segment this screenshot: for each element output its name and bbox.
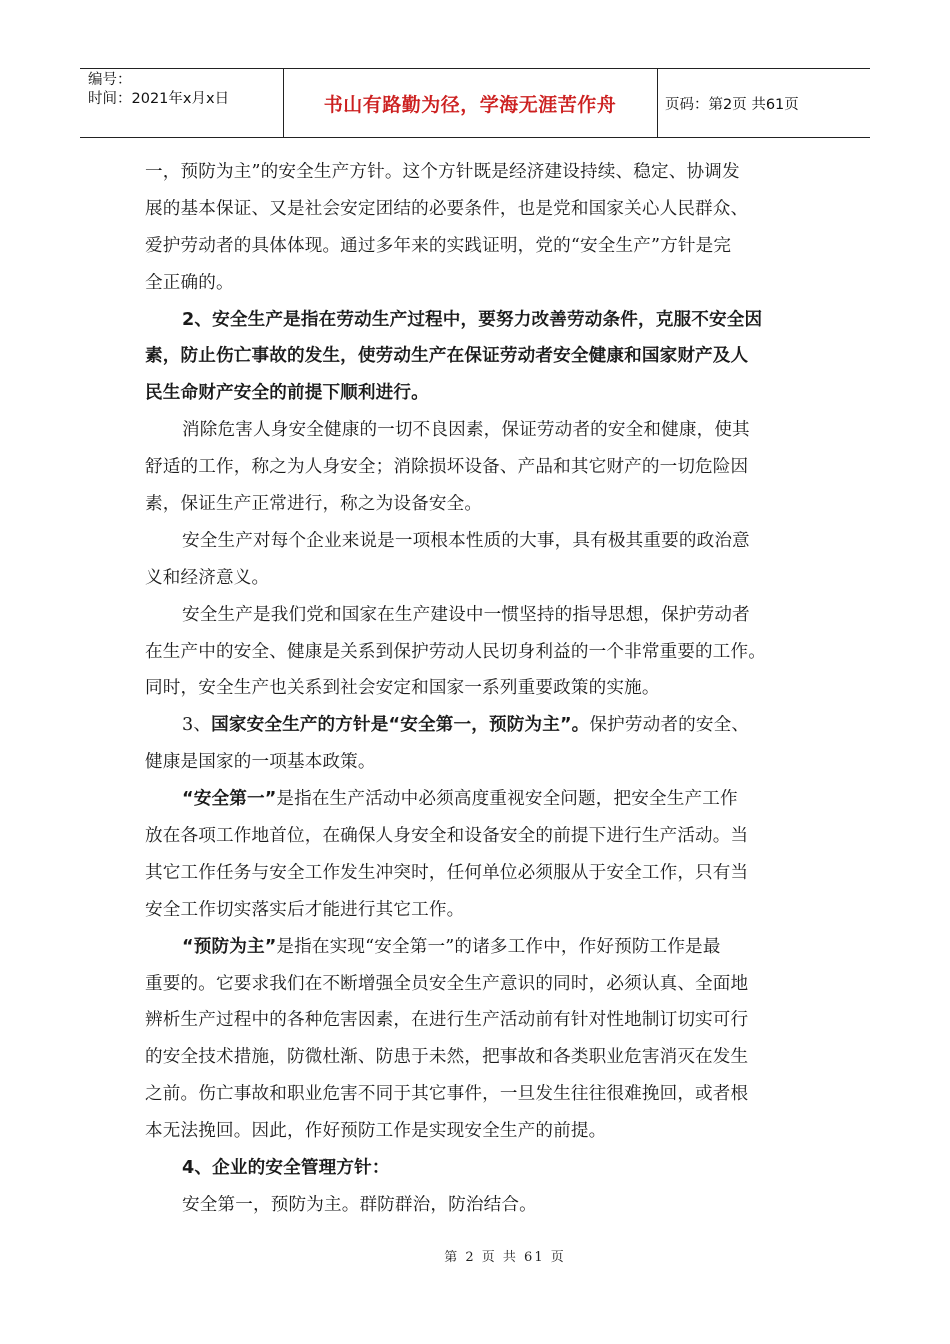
text-line (145, 892, 805, 929)
text-line (145, 707, 805, 744)
text-segment: 本无法挽回。因此，作好预防工作是实现安全生产的前提。 (145, 1121, 607, 1142)
text-segment: 义和经济意义。 (145, 567, 270, 588)
text-segment: 一，预防为主”的安全生产方针。这个方针既是经济建设持续、稳定、协调发 (145, 162, 740, 182)
text-line (145, 1076, 805, 1113)
bold-text-segment: 素，防止伤亡事故的发生，使劳动生产在保证劳动者安全健康和国家财产及人 (145, 346, 749, 367)
bold-text-segment: 民生命财产安全的前提下顺利进行。 (145, 383, 429, 404)
text-segment: 安全第一，预防为主。群防群治，防治结合。 (182, 1194, 537, 1215)
text-line (145, 1150, 805, 1187)
text-line (145, 1113, 805, 1150)
text-segment: 是指在实现“安全第一”的诸多工作中，作好预防工作是最 (276, 936, 721, 957)
text-segment: 健康是国家的一项基本政策。 (145, 752, 376, 773)
text-line (145, 1187, 805, 1224)
text-line (145, 855, 805, 892)
text-line (145, 634, 805, 671)
text-line (145, 338, 805, 375)
text-segment: 辨析生产过程中的各种危害因素，在进行生产活动前有针对性地制订切实可行 (145, 1010, 749, 1031)
bold-text-segment: 国家安全生产的方针是“安全第一，预防为主”。 (211, 715, 590, 736)
document-number-label: 编号： (88, 72, 132, 88)
document-body (145, 154, 805, 1224)
text-segment: 安全生产是我们党和国家在生产建设中一惯坚持的指导思想，保护劳动者 (182, 604, 750, 625)
text-line (145, 486, 805, 523)
text-segment: 保护劳动者的安全、 (589, 715, 750, 736)
text-segment: 舒适的工作，称之为人身安全；消除损坏设备、产品和其它财产的一切危险因 (145, 457, 749, 478)
text-line (145, 1039, 805, 1076)
text-segment: 在生产中的安全、健康是关系到保护劳动人民切身利益的一个非常重要的工作。 (145, 641, 767, 662)
text-line (145, 670, 805, 707)
text-line (145, 744, 805, 781)
text-segment: 的安全技术措施，防微杜渐、防患于未然，把事故和各类职业危害消灭在发生 (145, 1047, 749, 1068)
text-line (145, 302, 805, 339)
header-divider (657, 69, 658, 137)
text-line (145, 781, 805, 818)
text-line (145, 818, 805, 855)
text-line (145, 523, 805, 560)
text-segment: 放在各项工作地首位，在确保人身安全和设备安全的前提下进行生产活动。当 (145, 826, 749, 847)
header-meta (88, 71, 283, 135)
text-segment: 消除危害人身安全健康的一切不良因素，保证劳动者的安全和健康，使其 (182, 420, 750, 441)
bold-text-segment: 4、企业的安全管理方针： (182, 1158, 390, 1179)
text-segment: 安全生产对每个企业来说是一项根本性质的大事，具有极其重要的政治意 (182, 530, 750, 551)
page-header (80, 68, 870, 138)
text-segment: 同时，安全生产也关系到社会安定和国家一系列重要政策的实施。 (145, 678, 660, 699)
text-line (145, 560, 805, 597)
text-line (145, 154, 805, 191)
text-segment: 爱护劳动者的具体体现。通过多年来的实践证明，党的“安全生产”方针是完 (145, 235, 732, 256)
text-line (145, 412, 805, 449)
text-segment: 全正确的。 (145, 272, 234, 293)
text-line (145, 449, 805, 486)
page-footer: 第 2 页 共 61 页 (444, 1250, 566, 1265)
header-page-number: 页码：第2页 共61页 (665, 96, 799, 113)
text-segment: 安全工作切实落实后才能进行其它工作。 (145, 899, 465, 920)
text-line (145, 966, 805, 1003)
text-line (145, 265, 805, 302)
text-line (145, 597, 805, 634)
text-line (145, 929, 805, 966)
text-segment: 展的基本保证、又是社会安定团结的必要条件，也是党和国家关心人民群众、 (145, 198, 749, 219)
text-segment: 是指在生产活动中必须高度重视安全问题，把安全生产工作 (276, 789, 738, 810)
text-segment: 素，保证生产正常进行，称之为设备安全。 (145, 494, 483, 515)
bold-text-segment: 2、安全生产是指在劳动生产过程中，要努力改善劳动条件，克服不安全因 (182, 309, 763, 330)
header-motto: 书山有路勤为径，学海无涯苦作舟 (323, 93, 617, 116)
text-segment: 其它工作任务与安全工作发生冲突时，任何单位必须服从于安全工作，只有当 (145, 862, 749, 883)
text-line (145, 228, 805, 265)
document-date-label: 时间：2021年x月x日 (88, 91, 230, 107)
text-line (145, 1002, 805, 1039)
text-segment: 之前。伤亡事故和职业危害不同于其它事件，一旦发生往往很难挽回，或者根 (145, 1084, 749, 1105)
text-segment: 3、 (182, 715, 212, 736)
text-line (145, 191, 805, 228)
text-segment: 重要的。它要求我们在不断增强全员安全生产意识的同时，必须认真、全面地 (145, 973, 749, 994)
bold-text-segment: “预防为主” (182, 936, 277, 957)
text-line (145, 375, 805, 412)
bold-text-segment: “安全第一” (182, 789, 277, 810)
